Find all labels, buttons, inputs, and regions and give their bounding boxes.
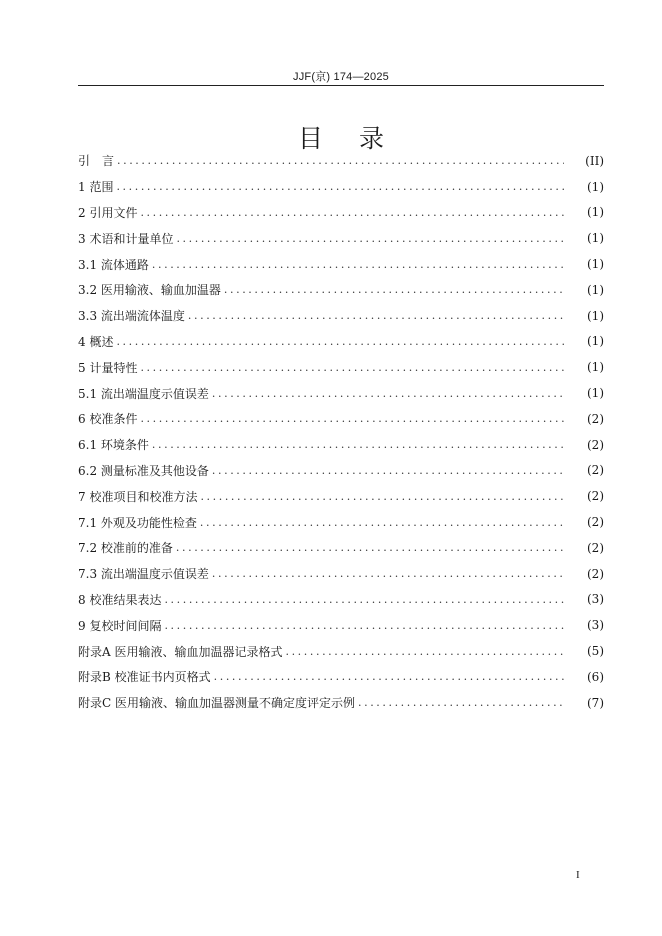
toc-entry-label: 引 言: [78, 154, 115, 169]
toc-entry-page: (1): [587, 282, 604, 297]
toc-entry-page: (1): [587, 360, 604, 375]
toc-entry-7-1[interactable]: [78, 509, 604, 535]
toc-entry-page: (1): [587, 386, 604, 401]
toc-entry-page: (1): [587, 179, 604, 194]
toc-leader-dots: [176, 232, 564, 245]
toc-entry-appendix-a[interactable]: [78, 638, 604, 664]
toc-entry-label: 附录B 校准证书内页格式: [78, 670, 211, 685]
toc-leader-dots: [140, 206, 564, 219]
toc-entry-label: 3.1 流体通路: [78, 257, 149, 272]
running-header: JJF(京) 174—2025: [293, 71, 389, 83]
toc-entry-3-2[interactable]: [78, 277, 604, 303]
toc-entry-page: (3): [587, 592, 604, 607]
toc-entry-6[interactable]: [78, 406, 604, 432]
toc-entry-label: 附录A 医用输液、输血加温器记录格式: [78, 644, 283, 659]
toc-entry-6-2[interactable]: [78, 458, 604, 484]
toc-entry-page: (5): [587, 644, 604, 659]
toc-leader-dots: [214, 670, 564, 683]
toc-entry-label: 2 引用文件: [78, 205, 138, 220]
toc-entry-label: 3 术语和计量单位: [78, 231, 174, 246]
toc-entry-page: (2): [587, 463, 604, 478]
toc-entry-label: 7.1 外观及功能性检查: [78, 515, 197, 530]
toc-entry-5[interactable]: [78, 354, 604, 380]
toc-entry-label: 7.2 校准前的准备: [78, 541, 173, 556]
toc-entry-page: (1): [587, 308, 604, 323]
toc-entry-5-1[interactable]: [78, 380, 604, 406]
toc-leader-dots: [164, 593, 564, 606]
toc-leader-dots: [152, 438, 564, 451]
toc-entry-label: 3.2 医用输液、输血加温器: [78, 283, 221, 298]
toc-leader-dots: [224, 283, 564, 296]
toc-entry-3[interactable]: [78, 225, 604, 251]
toc-entry-7-2[interactable]: [78, 535, 604, 561]
toc-entry-label: 5.1 流出端温度示值误差: [78, 386, 209, 401]
table-of-contents: [78, 148, 604, 716]
toc-entry-label: 4 概述: [78, 334, 114, 349]
toc-entry-page: (1): [587, 334, 604, 349]
toc-leader-dots: [212, 387, 564, 400]
toc-entry-foreword[interactable]: [78, 148, 604, 174]
toc-leader-dots: [176, 541, 564, 554]
toc-leader-dots: [140, 361, 564, 374]
toc-entry-label: 7 校准项目和校准方法: [78, 489, 198, 504]
toc-entry-label: 1 范围: [78, 180, 114, 195]
toc-entry-page: (2): [587, 540, 604, 555]
toc-leader-dots: [200, 490, 564, 503]
toc-entry-page: (1): [587, 257, 604, 272]
toc-entry-7-3[interactable]: [78, 561, 604, 587]
toc-entry-page: (2): [587, 515, 604, 530]
toc-entry-label: 6 校准条件: [78, 412, 138, 427]
toc-entry-3-1[interactable]: [78, 251, 604, 277]
toc-leader-dots: [212, 464, 564, 477]
toc-entry-page: (3): [587, 618, 604, 633]
toc-leader-dots: [140, 412, 564, 425]
toc-entry-page: (2): [587, 437, 604, 452]
toc-entry-page: (6): [587, 669, 604, 684]
toc-leader-dots: [152, 258, 564, 271]
toc-entry-label: 3.3 流出端流体温度: [78, 309, 185, 324]
toc-entry-2[interactable]: [78, 200, 604, 226]
toc-entry-page: (7): [587, 695, 604, 710]
toc-entry-1[interactable]: [78, 174, 604, 200]
toc-leader-dots: [188, 309, 564, 322]
toc-entry-label: 6.2 测量标准及其他设备: [78, 463, 209, 478]
toc-entry-9[interactable]: [78, 612, 604, 638]
toc-entry-3-3[interactable]: [78, 303, 604, 329]
toc-entry-page: (2): [587, 411, 604, 426]
toc-entry-4[interactable]: [78, 329, 604, 355]
toc-leader-dots: [164, 619, 564, 632]
toc-leader-dots: [358, 696, 564, 709]
toc-entry-page: (1): [587, 231, 604, 246]
toc-entry-8[interactable]: [78, 587, 604, 613]
toc-entry-label: 9 复校时间间隔: [78, 618, 162, 633]
header-divider: [78, 85, 604, 86]
toc-entry-appendix-c[interactable]: [78, 690, 604, 716]
toc-entry-label: 附录C 医用输液、输血加温器测量不确定度评定示例: [78, 696, 355, 711]
toc-entry-page: (II): [585, 153, 604, 168]
toc-entry-appendix-b[interactable]: [78, 664, 604, 690]
toc-leader-dots: [212, 567, 564, 580]
toc-entry-7[interactable]: [78, 483, 604, 509]
toc-entry-6-1[interactable]: [78, 432, 604, 458]
toc-leader-dots: [116, 335, 564, 348]
toc-entry-label: 6.1 环境条件: [78, 438, 149, 453]
toc-entry-page: (2): [587, 566, 604, 581]
page-title: 目 录: [298, 123, 398, 153]
toc-entry-label: 7.3 流出端温度示值误差: [78, 567, 209, 582]
toc-entry-page: (2): [587, 489, 604, 504]
toc-entry-label: 5 计量特性: [78, 360, 138, 375]
toc-leader-dots: [285, 645, 564, 658]
toc-entry-label: 8 校准结果表达: [78, 592, 162, 607]
toc-leader-dots: [117, 154, 564, 167]
toc-entry-page: (1): [587, 205, 604, 220]
page-number: I: [576, 869, 580, 881]
toc-leader-dots: [200, 516, 564, 529]
toc-leader-dots: [116, 180, 564, 193]
